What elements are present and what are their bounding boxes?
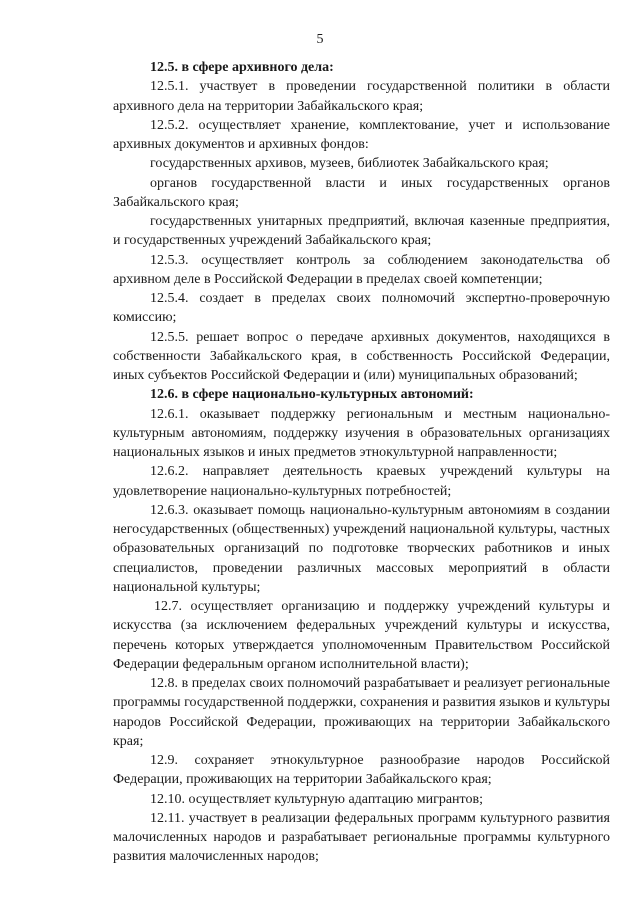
- paragraph: 12.6.3. оказывает помощь национально-культурным автономиям в создании негосударственных (общественных) учреждений национальной культуры, частных образовательных организаций по подготовке творческих работников и иных специалистов, проведении различных массовых мероприятий в области национальной культуры;: [113, 502, 610, 595]
- paragraph: 12.5.3. осуществляет контроль за соблюдением законодательства об архивном деле в Российской Федерации в пределах своей компетенции;: [113, 252, 610, 287]
- paragraph: 12.11. участвует в реализации федеральных программ культурного развития малочисленных народов и разрабатывает региональные программы культурного развития малочисленных народов;: [113, 810, 610, 865]
- paragraph: 12.10. осуществляет культурную адаптацию мигрантов;: [150, 791, 483, 807]
- paragraph: 12.6.2. направляет деятельность краевых учреждений культуры на удовлетворение национально-культурных потребностей;: [113, 464, 610, 499]
- section-heading: 12.5. в сфере архивного дела:: [150, 60, 334, 75]
- paragraph: 12.8. в пределах своих полномочий разрабатывает и реализует региональные программы государственной поддержки, сохранения и развития языков и культуры народов Российской Федерации, проживающих на территории Забайкальского края;: [113, 676, 610, 749]
- paragraph: 12.5.5. решает вопрос о передаче архивных документов, находящихся в собственности Забайкальского края, в собственность Российской Федерации, иных субъектов Российской Федерации и (или) муниципальных образований;: [113, 329, 610, 383]
- page-number: 5: [316, 32, 324, 47]
- paragraph: 12.6.1. оказывает поддержку региональным и местным национально-культурным автономиям, поддержку изучения в образовательных организациях национальных языков и иных предметов этнокультурной направленности;: [113, 406, 610, 460]
- paragraph: 12.5.2. осуществляет хранение, комплектование, учет и использование архивных документов и архивных фондов:: [113, 117, 610, 152]
- section-heading: 12.6. в сфере национально-культурных автономий:: [150, 387, 474, 403]
- document-body: [113, 58, 610, 867]
- paragraph: 12.5.1. участвует в проведении государственной политики в области архивного дела на территории Забайкальского края;: [113, 79, 610, 114]
- paragraph: государственных унитарных предприятий, включая казенные предприятия, и государственных учреждений Забайкальского края;: [113, 214, 610, 249]
- paragraph: 12.7. осуществляет организацию и поддержку учреждений культуры и искусства (за исключением федеральных учреждений культуры и искусства, перечень которых утверждается уполномоченным Правительством Российской Федерации федеральным органом исполнительной власти);: [113, 599, 610, 672]
- paragraph: органов государственной власти и иных государственных органов Забайкальского края;: [113, 175, 610, 210]
- paragraph: государственных архивов, музеев, библиотек Забайкальского края;: [150, 156, 549, 172]
- paragraph: 12.9. сохраняет этнокультурное разнообразие народов Российской Федерации, проживающих на территории Забайкальского края;: [113, 753, 610, 788]
- paragraph: 12.5.4. создает в пределах своих полномочий экспертно-проверочную комиссию;: [113, 291, 610, 326]
